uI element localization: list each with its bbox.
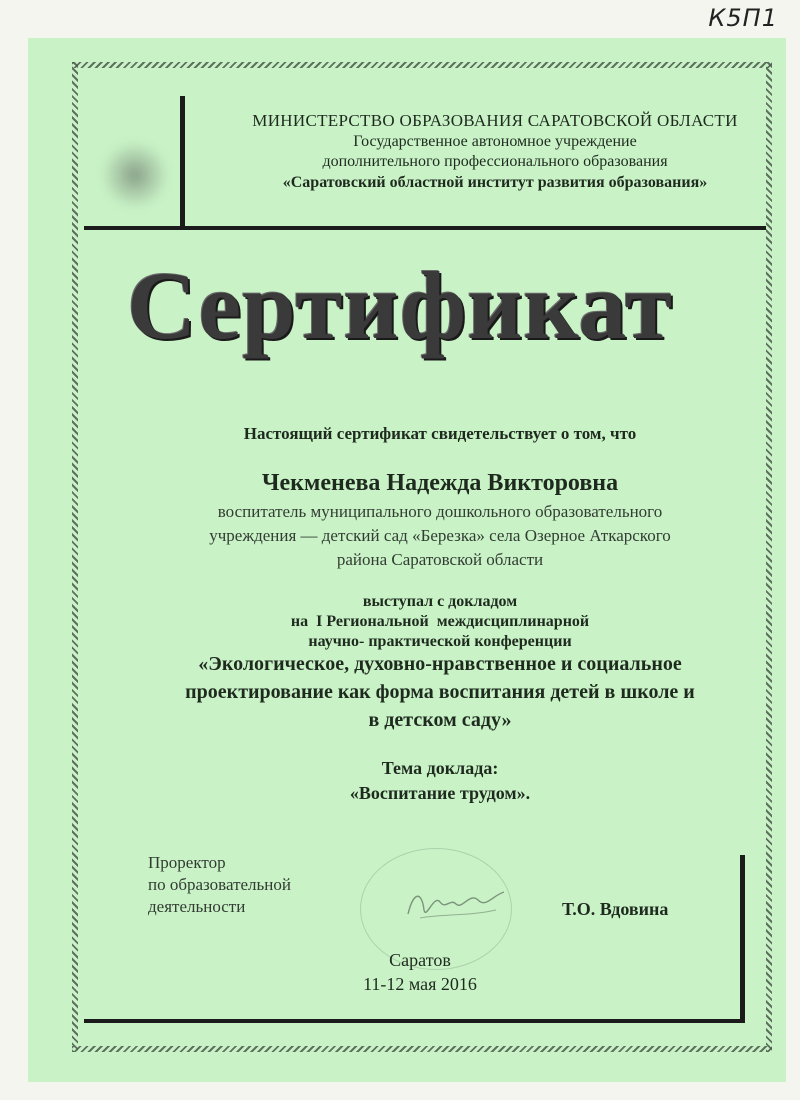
participation-line: на I Региональной междисциплинарной [290, 613, 590, 630]
signer-name: Т.О. Вдовина [562, 899, 669, 919]
signer-position-line: деятельности [148, 897, 246, 916]
role-line: учреждения — детский сад «Березка» села Озерное Аткарского [209, 526, 671, 545]
dotted-border-bottom [72, 1046, 772, 1052]
decorative-vertical-line-top [180, 96, 185, 230]
participation-line: выступал с докладом [362, 593, 518, 610]
decorative-horizontal-line-bottom [84, 1019, 744, 1023]
institute-name: «Саратовский областной институт развития образования» [282, 174, 708, 191]
participation-line: научно- практической конференции [308, 633, 572, 650]
conference-title-line: в детском саду» [368, 709, 512, 731]
conference-title-line: проектирование как форма воспитания детей в школе и [185, 681, 695, 703]
event-date: 11-12 мая 2016 [363, 974, 477, 994]
institution-type-line-1: Государственное автономное учреждение [353, 133, 637, 150]
signer-position-line: по образовательной [148, 875, 291, 894]
place-and-date [300, 948, 540, 996]
certificate-title: Сертификат [127, 252, 673, 359]
participation-statement [100, 592, 780, 652]
issuer-header [220, 110, 770, 194]
conference-title [100, 650, 780, 734]
role-line: воспитатель муниципального дошкольного образовательного [217, 502, 663, 521]
decorative-horizontal-line-top [84, 226, 766, 230]
handwritten-signature [400, 880, 510, 930]
signer-position-line: Проректор [148, 853, 226, 872]
ministry-name: МИНИСТЕРСТВО ОБРАЗОВАНИЯ САРАТОВСКОЙ ОБЛАСТИ [252, 111, 738, 130]
institution-type-line-2: дополнительного профессионального образования [322, 153, 668, 170]
scan-smudge [100, 140, 170, 210]
recipient-name: Чекменева Надежда Викторовна [261, 470, 619, 496]
dotted-border-top [72, 62, 772, 68]
report-topic: «Воспитание трудом». [349, 783, 531, 803]
testify-statement: Настоящий сертификат свидетельствует о том, что [243, 424, 637, 443]
decorative-vertical-line-bottom [740, 855, 745, 1023]
role-line: района Саратовской области [336, 550, 544, 569]
report-topic-label: Тема доклада: [381, 758, 499, 778]
signer-position [148, 852, 291, 918]
conference-title-line: «Экологическое, духовно-нравственное и социальное [198, 653, 682, 675]
dotted-border-left [72, 62, 78, 1052]
handwritten-annotation: К5П1 [708, 4, 778, 32]
recipient-role [100, 500, 780, 572]
city: Саратов [389, 950, 451, 970]
